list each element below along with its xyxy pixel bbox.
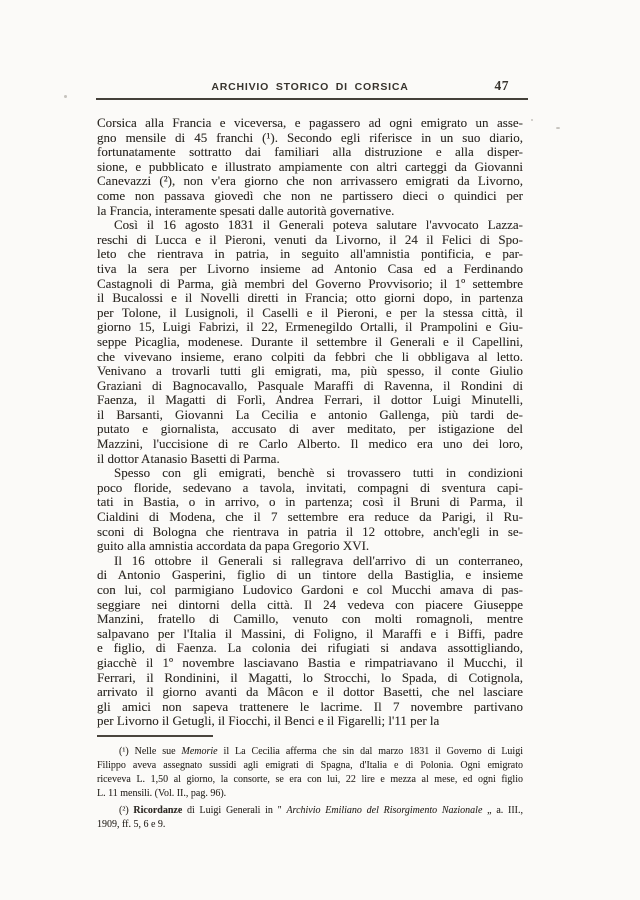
footnote [97,745,523,801]
running-title: ARCHIVIO STORICO DI CORSICA [211,81,409,93]
text-line: sconi di Bologna che rientrava in patria il 12 ottobre, anch'egli in se- [97,523,523,539]
text-line: con lui, col parmigiano Ludovico Gardoni e col Mucchi amava di pas- [97,582,523,597]
paragraph [97,218,523,466]
text-line: salpavano per l'Italia il Massini, di Foligno, il Maraffi e i Biffi, padre [97,625,523,641]
text-line: il Bucalossi e il Novelli diretti in Francia; otto giorni dopo, in partenza [97,290,523,306]
header-rule [96,98,528,100]
text-line: putato e giornalista, accusato di aver meditato, per istigazione del [97,421,523,437]
body-text [97,116,523,729]
paragraph [97,466,523,554]
text-line: Faenza, il Magatti di Forlì, Andrea Ferrari, il dottor Luigi Minutelli, [97,392,523,408]
text-line: 1909, ff. 5, 6 e 9. [97,818,166,830]
text-line: per Livorno il Getugli, il Fiocchi, il Benci e il Figarelli; l'11 per la [97,713,440,729]
text-line: Così il 16 agosto 1831 il Generali poteva salutare l'avvocato Lazza- [114,217,523,233]
footnote-rule [97,735,213,737]
page-content [97,0,523,832]
text-line: (¹) Nelle sue Memorie il La Cecilia afferma che sin dal marzo 1831 il Governo di Luigi [119,745,523,757]
text-line: fortunatamente sottratto dai familiari alla distruzione e alla disper- [97,144,523,160]
text-line: reschi di Lucca e il Pieroni, venuti da Livorno, il 24 il Felici di Spo- [97,231,523,247]
text-line: Mazzini, l'uccisione di re Carlo Alberto. Il medico era uno dei loro, [97,436,523,452]
text-line: Il 16 ottobre il Generali si rallegrava dell'arrivo di un conterraneo, [114,552,523,568]
text-line: come non passava giovedì che non ne partissero dieci o quindici per [97,187,523,203]
text-line: tati in Bastia, o in arrivo, o in partenza; così il Bruni di Parma, il [97,494,523,510]
text-line: Graziani di Bagnocavallo, Pasquale Maraffi di Ravenna, il Rondini di [97,377,523,393]
text-line: e figlio, di Faenza. La colonia dei rifugiati si andava assottigliando, [97,640,523,656]
text-line: L. 11 mensili. (Vol. II., pag. 96). [97,787,227,799]
text-line: per Tolone, il Lusignoli, il Caselli e il Pieroni, e per la stessa città, il [97,304,523,320]
footnote [97,804,523,832]
scan-speck [531,119,533,121]
text-line: giacchè il 1º novembre lasciavano Bastia e rimpatriavano il Mucchi, il [97,654,523,670]
text-line: guito alla amnistia accordata da papa Gregorio XVI. [97,538,370,554]
paragraph [97,116,523,218]
text-line: giorno 15, Luigi Fabrizi, il 22, Ermenegildo Ortalli, il Prampolini e Giu- [97,319,523,335]
text-line: leto che rientrava in patria, in seguito all'amnistia pontificia, e par- [97,246,523,262]
text-line: Corsica alla Francia e viceversa, e pagassero ad ogni emigrato un asse- [97,115,523,130]
scan-speck [556,127,560,129]
text-line: Spesso con gli emigrati, benchè si trovassero tutti in condizioni [114,465,523,481]
paragraph [97,554,523,729]
text-line: Ferrari, il Rondinini, il Magatti, lo Strocchi, lo Spada, di Cotignola, [97,669,523,685]
text-line: la Francia, interamente spesati dalle autorità governative. [97,202,395,218]
text-line: gno mensile di 45 franchi (¹). Secondo egli riferisce in un suo diario, [97,129,523,145]
text-line: il dottor Atanasio Basetti di Parma. [97,450,280,466]
text-line: Manzini, fratello di Camillo, venuto con molti romagnoli, mentre [97,611,523,627]
page-number: 47 [494,78,509,93]
text-line: gli amici non sapeva trattenere le lacrime. Il 7 novembre partivano [97,698,523,714]
text-line: Filippo aveva assegnato sussidi agli emigrati di Spagna, d'Italia e di Polonia. Ogni emigrato [97,759,523,771]
text-line: (²) Ricordanze di Luigi Generali in " Archivio Emiliano del Risorgimento Nazionale „ a. III., [119,804,523,816]
text-line: di Antonio Gasperini, figlio di un tintore della Bastiglia, e insieme [97,567,523,583]
text-line: seppe Picaglia, modenese. Durante il settembre il Generali e il Capellini, [97,333,523,349]
text-line: che vivevano insieme, erano colpiti da febbri che li obbligava al letto. [97,348,523,364]
text-line: Canevazzi (²), non v'era giorno che non arrivassero emigrati da Livorno, [97,173,523,189]
text-line: seggiare nei dintorni della città. Il 24 vedeva con piacere Giuseppe [97,596,523,612]
text-line: poco floride, sedevano a tavola, invitati, compagni di sventura capi- [97,479,523,495]
text-line: arrivato il giorno avanti da Mâcon e il dottor Basetti, che nel lasciare [97,684,523,700]
text-line: il Barsanti, Giovanni La Cecilia e antonio Gallenga, più tardi de- [97,406,523,422]
text-line: riceveva L. 1,50 al giorno, la consorte, se era con lui, 22 lire e mezza al mese, ed ogni figlio [97,773,523,785]
text-line: Venivano a trovarli tutti gli emigrati, ma, più spesso, il conte Giulio [97,363,523,379]
text-line: tiva la sera per Livorno insieme ad Antonio Casa ed a Ferdinando [97,260,523,276]
text-line: sione, e pubblicato e illustrato ampiamente con altri carteggi da Giovanni [97,158,523,174]
scan-speck [64,95,67,98]
page-header [97,78,523,95]
text-line: Cialdini di Modena, che il 7 settembre era reduce da Parigi, il Ru- [97,509,523,525]
footnotes [97,745,523,832]
text-line: Castagnoli di Parma, già membri del Governo Provvisorio; il 1º settembre [97,275,523,291]
